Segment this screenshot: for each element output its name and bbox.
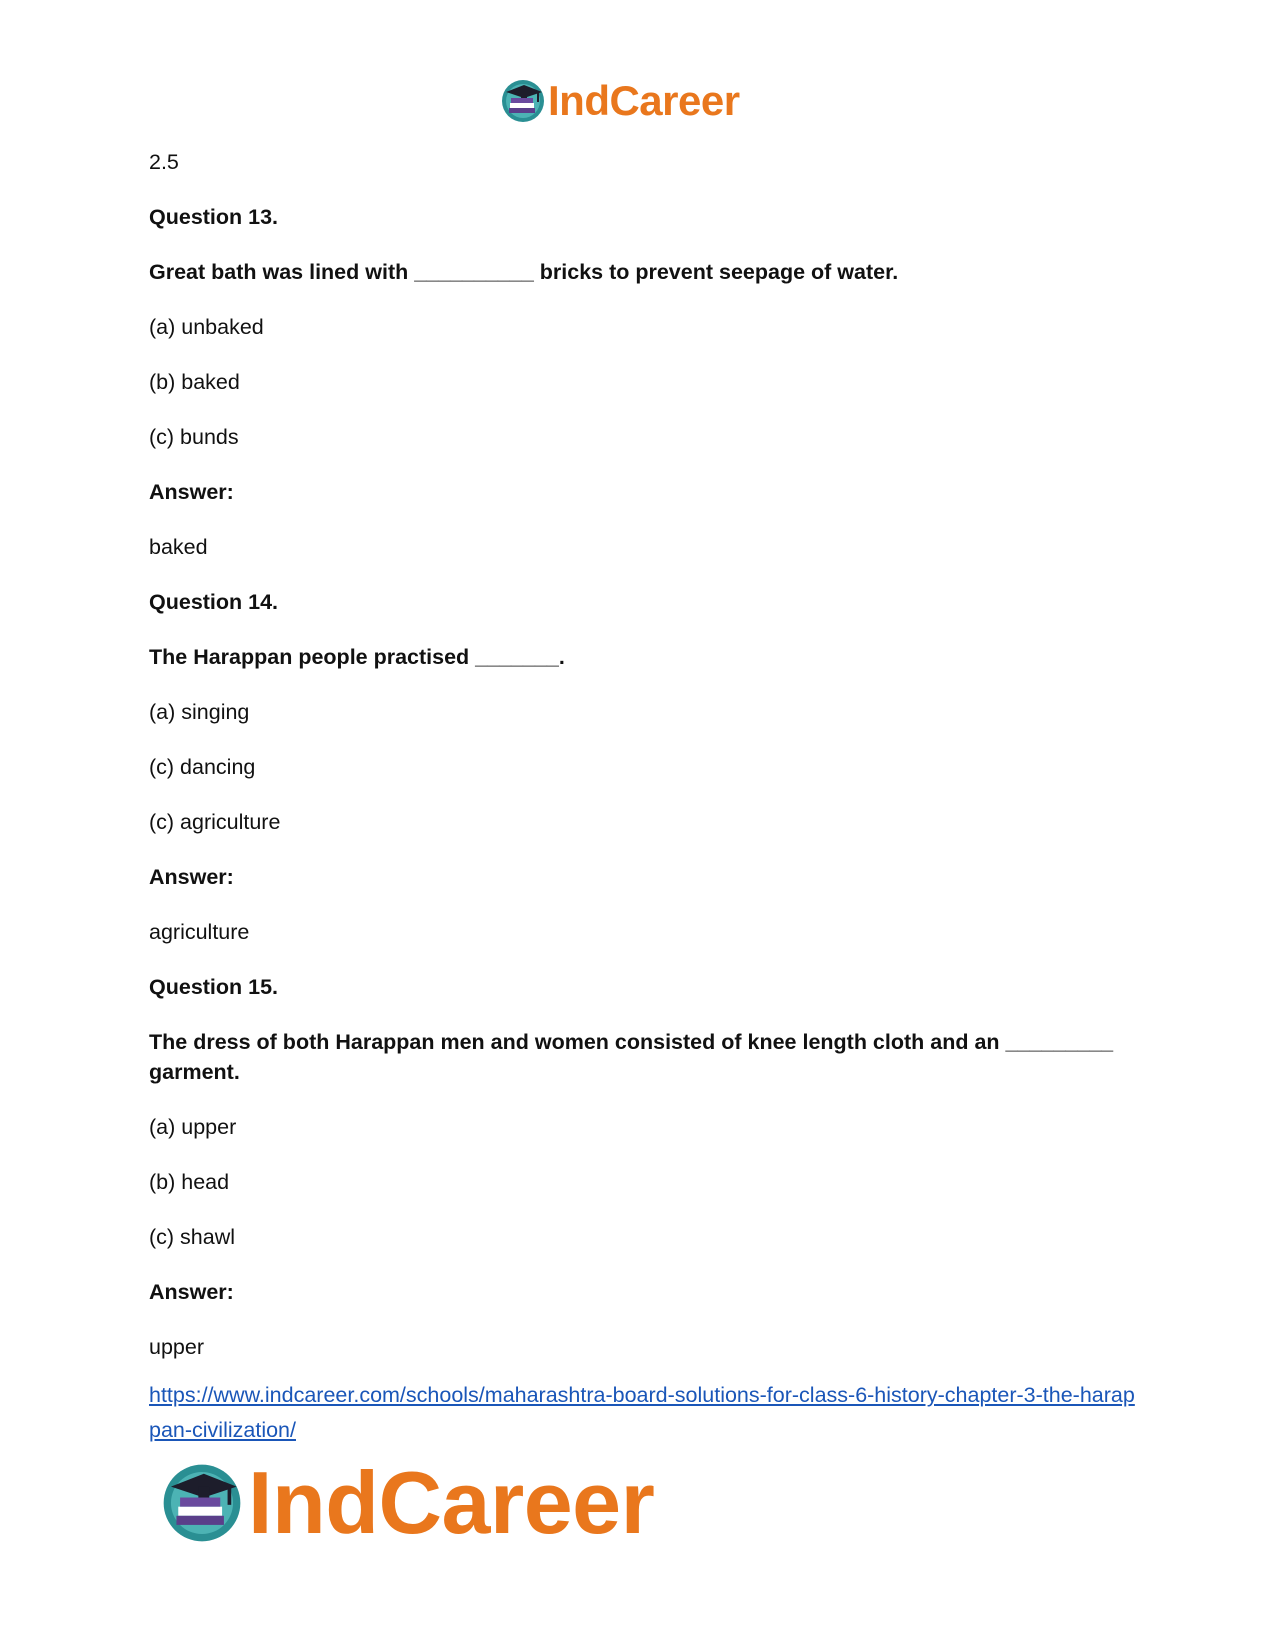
brand-name: IndCareer [548,77,740,124]
body-text: (c) shawl [149,1225,236,1249]
footer-logo [160,1453,655,1552]
source-link[interactable]: https://www.indcareer.com/schools/maharashtra-board-solutions-for-class-6-history-chapter-3-the-harappan-civilization/ [149,1383,1135,1442]
body-text: (a) singing [149,700,250,724]
body-text: baked [149,535,208,559]
body-text: (c) dancing [149,755,256,779]
body-text: (a) upper [149,1115,237,1139]
question-text: Answer: [149,865,234,889]
body-text: (b) head [149,1170,230,1194]
graduation-cap-books-icon [500,78,546,124]
body-text: (b) baked [149,370,240,394]
brand-name: IndCareer [248,1453,655,1552]
body-text: upper [149,1335,204,1359]
body-text: (c) bunds [149,425,239,449]
document-body [149,147,1139,1387]
body-text: agriculture [149,920,250,944]
question-text: Answer: [149,480,234,504]
body-text: 2.5 [149,150,179,174]
body-text: (c) agriculture [149,810,281,834]
question-text: Question 14. [149,590,279,614]
question-text: Question 15. [149,975,279,999]
question-text: Answer: [149,1280,234,1304]
question-text: The dress of both Harappan men and women consisted of knee length cloth and an _________ garment. [149,1030,1114,1084]
body-text: (a) unbaked [149,315,264,339]
graduation-cap-books-icon [160,1461,244,1545]
question-text: The Harappan people practised _______. [149,645,565,669]
question-text: Great bath was lined with __________ bricks to prevent seepage of water. [149,260,899,284]
header-logo [500,76,740,126]
question-text: Question 13. [149,205,279,229]
